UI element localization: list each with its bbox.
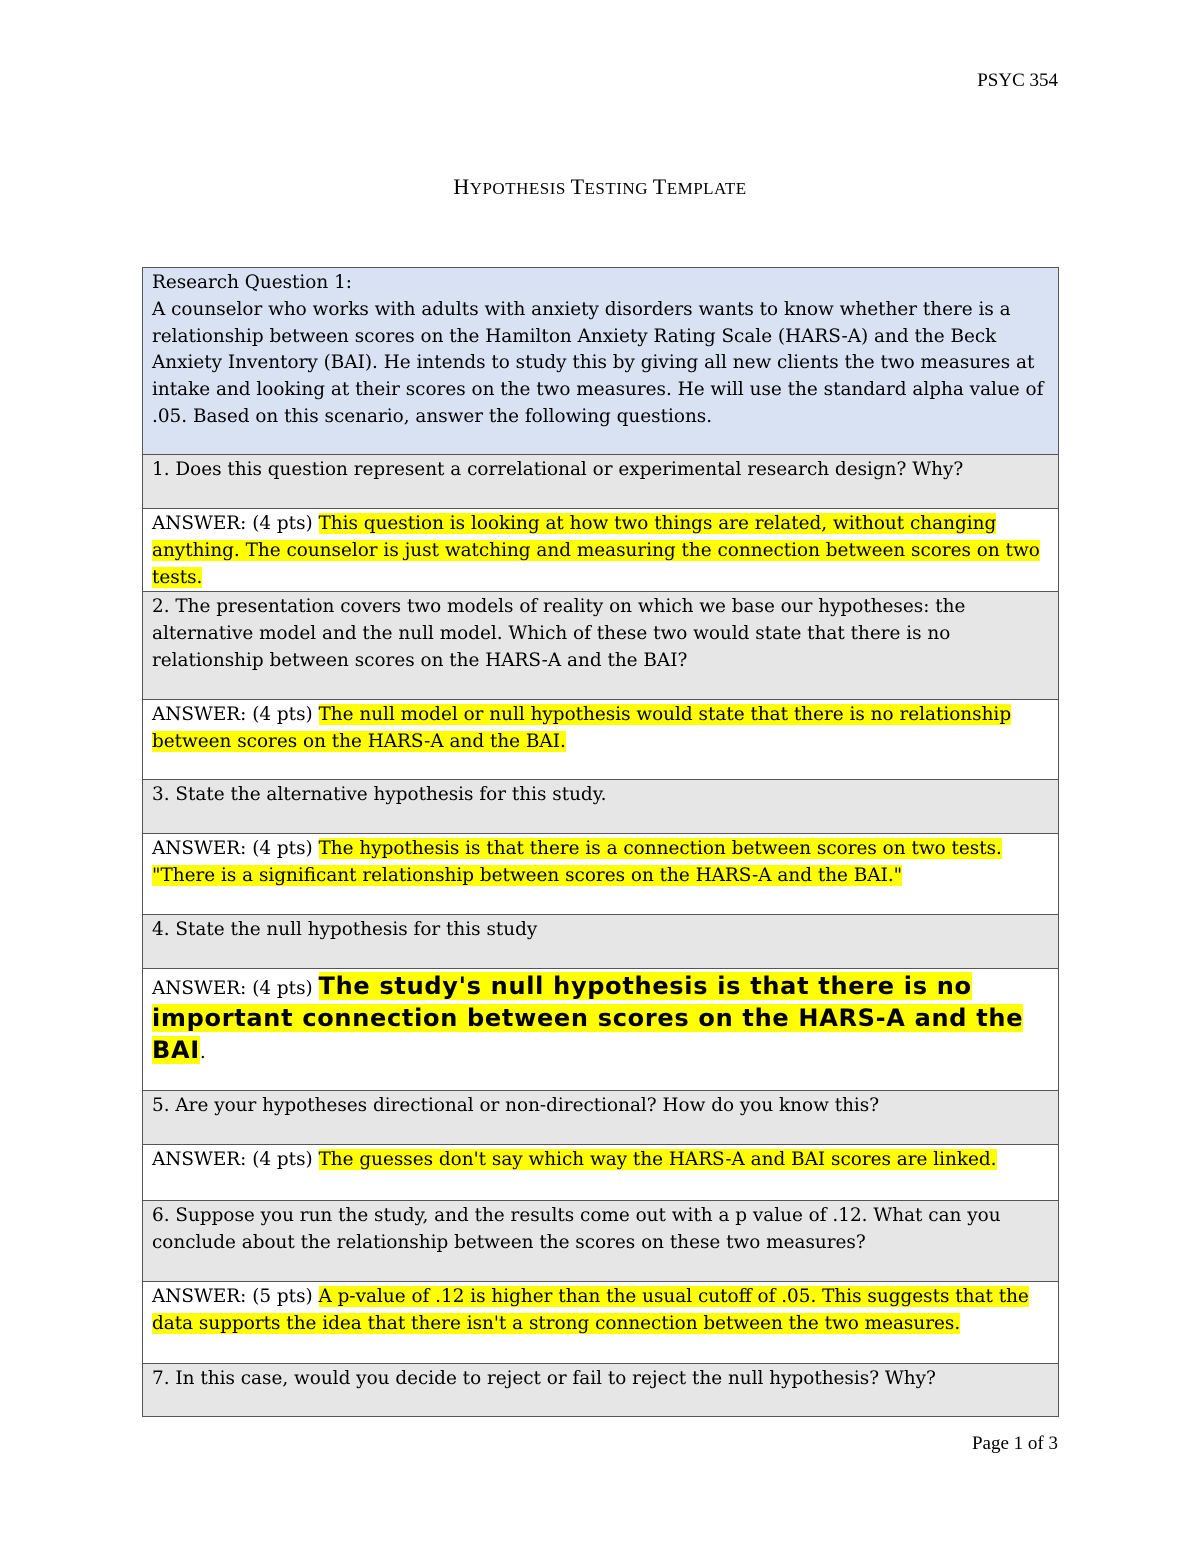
- answer-row-3: [143, 834, 1059, 915]
- question-5: 5. Are your hypotheses directional or non-directional? How do you know this?: [143, 1091, 1059, 1145]
- answer-4: [143, 969, 1059, 1091]
- question-row-2: [143, 592, 1059, 700]
- question-1: 1. Does this question represent a correlational or experimental research design? Why?: [143, 455, 1059, 509]
- page-number: Page 1 of 3: [971, 1433, 1058, 1454]
- answer-text-1: This question is looking at how two things are related, without changing anything. The counselor is just watching and measuring the connection between scores on two tests.: [152, 513, 1040, 588]
- question-6: 6. Suppose you run the study, and the results come out with a p value of .12. What can you conclude about the relationship between the scores on these two measures?: [143, 1201, 1059, 1282]
- research-question-label: Research Question 1:: [152, 272, 352, 293]
- research-question-cell: [143, 268, 1059, 455]
- question-4: 4. State the null hypothesis for this study: [143, 915, 1059, 969]
- answer-label-2: ANSWER: (4 pts): [152, 704, 319, 726]
- answer-2: [143, 700, 1059, 780]
- answer-suffix-4: .: [199, 1041, 206, 1063]
- answer-text-4: The study's null hypothesis is that there is no important connection between scores on the HARS-A and the BAI: [152, 972, 1024, 1064]
- question-row-1: [143, 455, 1059, 509]
- answer-label-4: ANSWER: (4 pts): [152, 978, 319, 1000]
- research-question-row: [143, 268, 1059, 455]
- answer-label-1: ANSWER: (4 pts): [152, 513, 319, 534]
- answer-row-2: [143, 700, 1059, 780]
- question-row-3: [143, 780, 1059, 834]
- answer-text-5: The guesses don't say which way the HARS-A and BAI scores are linked.: [318, 1149, 997, 1171]
- question-row-6: [143, 1201, 1059, 1282]
- answer-row-6: [143, 1282, 1059, 1364]
- answer-row-1: [143, 509, 1059, 592]
- answer-text-3: The hypothesis is that there is a connection between scores on two tests. "There is a significant relationship between scores on the HARS-A and the BAI.": [152, 838, 1002, 887]
- answer-text-6: A p-value of .12 is higher than the usual cutoff of .05. This suggests that the data supports the idea that there isn't a strong connection between the two measures.: [152, 1286, 1029, 1335]
- answer-label-5: ANSWER: (4 pts): [152, 1149, 319, 1171]
- question-row-5: [143, 1091, 1059, 1145]
- research-question-text: A counselor who works with adults with anxiety disorders wants to know whether there is a relationship between scores on the Hamilton Anxiety Rating Scale (HARS-A) and the Beck Anxiety Inventory (BAI). He intends to study this by giving all new clients the two measures at intake and looking at their scores on the two measures. He will use the standard alpha value of .05. Based on this scenario, answer the following questions.: [152, 298, 1044, 427]
- answer-label-6: ANSWER: (5 pts): [152, 1286, 319, 1308]
- answer-1: [143, 509, 1059, 592]
- course-code: PSYC 354: [977, 70, 1058, 91]
- answer-row-5: [143, 1145, 1059, 1201]
- question-row-7: [143, 1364, 1059, 1417]
- answer-5: [143, 1145, 1059, 1201]
- question-3: 3. State the alternative hypothesis for this study.: [143, 780, 1059, 834]
- document-title: HYPOTHESIS TESTING TEMPLATE: [453, 174, 747, 199]
- question-2: 2. The presentation covers two models of reality on which we base our hypotheses: the alternative model and the null model. Which of these two would state that there is no relationship between scores on the HARS-A and the BAI?: [143, 592, 1059, 700]
- answer-text-2: The null model or null hypothesis would state that there is no relationship between scores on the HARS-A and the BAI.: [152, 704, 1012, 753]
- question-table: [142, 267, 1059, 1417]
- answer-3: [143, 834, 1059, 915]
- question-row-4: [143, 915, 1059, 969]
- answer-row-4: [143, 969, 1059, 1091]
- answer-label-3: ANSWER: (4 pts): [152, 838, 319, 860]
- question-7: 7. In this case, would you decide to reject or fail to reject the null hypothesis? Why?: [143, 1364, 1059, 1417]
- answer-6: [143, 1282, 1059, 1364]
